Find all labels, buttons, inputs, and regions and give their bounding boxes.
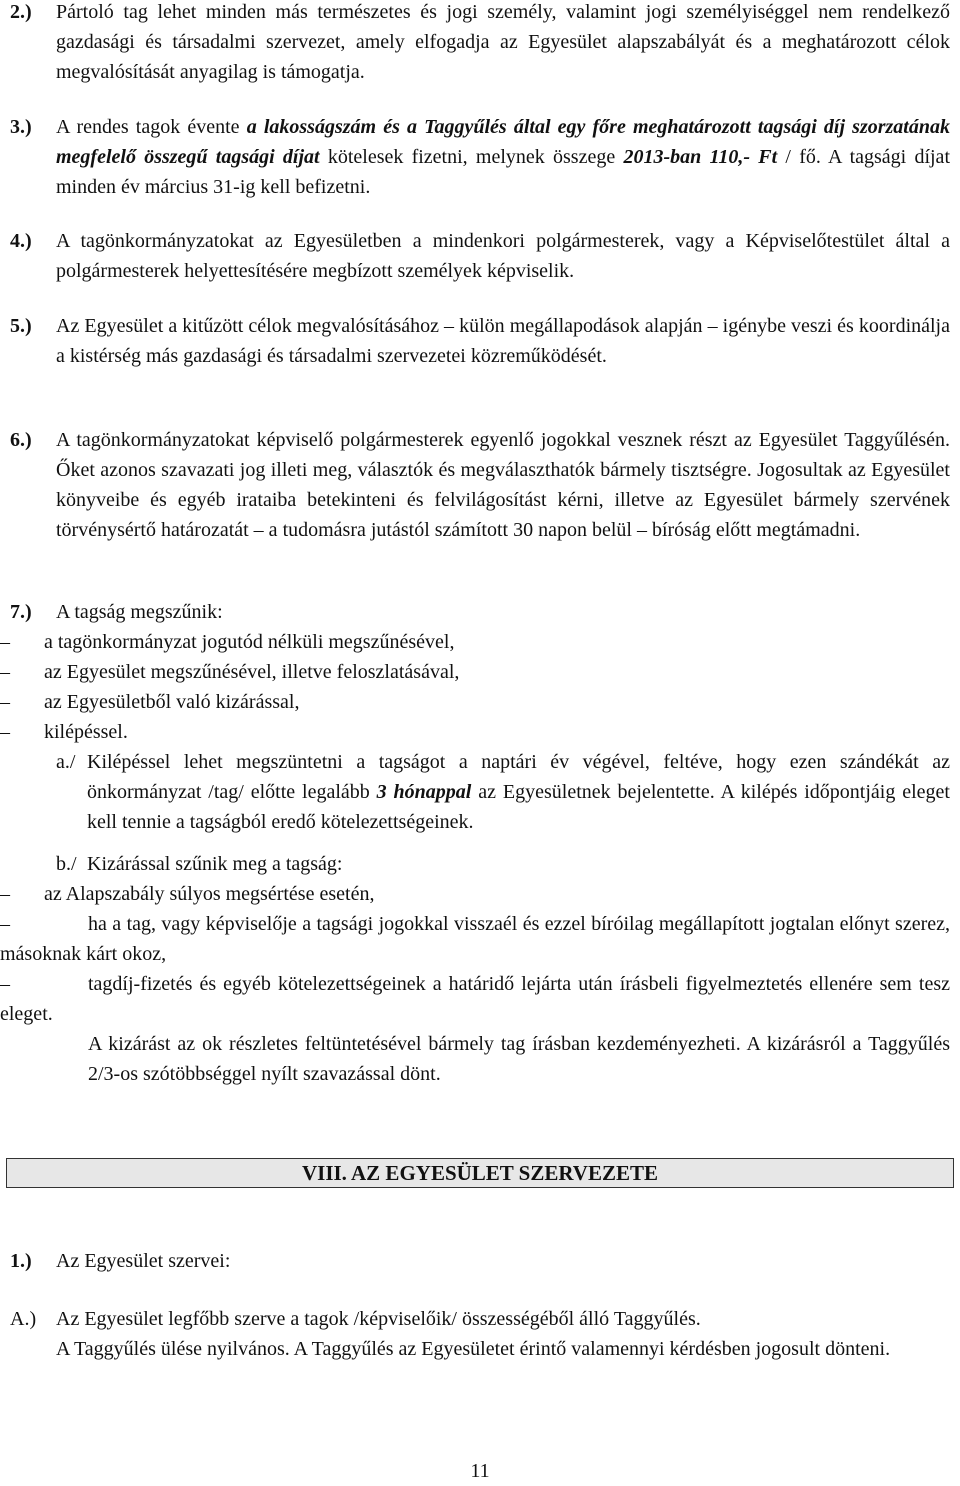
section-intro: A tagság megszűnik: [56,601,223,623]
dash-bullet: – [0,721,10,743]
section-4 [10,226,950,286]
list-item-text: az Egyesületből való kizárással, [44,691,300,713]
section-text: A Taggyűlés ülése nyilvános. A Taggyűlés az Egyesületet érintő valamennyi kérdésben jogosult dönteni. [56,1338,891,1360]
dash-bullet: – [0,661,10,683]
dash-bullet: – [0,691,10,713]
section-text [56,112,950,202]
dash-bullet: – [0,913,10,935]
subsection-label: b./ [56,853,77,875]
list-item-text: kilépéssel. [44,721,128,743]
section-text: Az Egyesület legfőbb szerve a tagok /képviselőik/ összességéből álló Taggyűlés. [56,1308,701,1330]
section-number: 3.) [10,116,32,138]
dash-bullet: – [0,973,10,995]
text-run: Kilépéssel lehet megszüntetni a tagságot a naptári év végével, feltéve, hogy ezen szándékát az önkormányzat /tag/ előtte legalább [87,751,950,803]
section-text: Az Egyesület a kitűzött célok megvalósításához – külön megállapodások alapján – igénybe veszi és koordinálja a kistérség más gazdasági és társadalmi szervezetei közreműködését. [56,315,950,367]
subsection-b [56,849,950,879]
emphasized-amount: 2013-ban 110,- Ft [623,146,778,168]
list-item [0,969,950,1029]
section-3 [10,112,950,202]
text-run: A rendes tagok évente [56,116,247,138]
subsection-text [87,747,950,837]
emphasized-text: 3 hónappal [376,781,472,803]
dash-bullet: – [0,883,10,905]
section-text: Pártoló tag lehet minden más természetes és jogi személy, valamint jogi személyiséggel nem rendelkező gazdasági és társadalmi szervezet, amely elfogadja az Egyesület alapszabályát és a meghatározott célok megvalósítását anyagilag is támogatja. [56,1,950,83]
subsection-a [56,747,950,837]
list-item [0,909,950,969]
section-text: A tagönkormányzatokat képviselő polgármesterek egyenlő jogokkal vesznek részt az Egyesület Taggyűlésén. Őket azonos szavazati jog illeti meg, választók és megválaszthatók bármely tisztségre. Jogosultak az Egyesület könyveibe és egyéb irataiba betekinteni és felvilágosítást kérni, illetve az Egyesület bármely szervének törvénysértő határozatát – a tudomásra jutástól számított 30 napon belül – bíróság előtt megtámadni. [56,429,950,541]
section-text: Az Egyesület szervei: [56,1250,231,1272]
section-2 [10,0,950,87]
org-section-a [10,1304,950,1364]
list-item-text: tagdíj-fizetés és egyéb kötelezettségeinek a határidő lejárta után írásbeli figyelmeztetés ellenére sem tesz eleget. [0,973,950,1025]
section-number: 1.) [10,1250,32,1272]
section-5 [10,311,950,371]
chapter-heading: VIII. AZ EGYESÜLET SZERVEZETE [6,1158,954,1188]
section-number: 4.) [10,230,32,252]
dash-bullet: – [0,631,10,653]
list-item-text: a tagönkormányzat jogutód nélküli megszűnésével, [44,631,455,653]
section-number: A.) [10,1308,37,1330]
text-run: kötelesek fizetni, melynek összege [319,146,624,168]
list-item-text: ha a tag, vagy képviselője a tagsági jogokkal visszaél és ezzel bíróilag megállapított jogtalan előnyt szerez, másoknak kárt okoz, [0,913,950,965]
text-run: az Egyesületnek bejelentette. A kilépés időpontjáig eleget kell tennie a tagságból eredő kötelezettségeinek. [87,781,950,833]
list-item-text: az Alapszabály súlyos megsértése esetén, [44,883,375,905]
list-item [0,687,950,717]
section-6 [10,425,950,545]
section-text: A tagönkormányzatokat az Egyesületben a mindenkori polgármesterek, vagy a Képviselőtestület által a polgármesterek helyettesítésére megbízott személyek képviselik. [56,230,950,282]
closing-text: A kizárást az ok részletes feltüntetésével bármely tag írásban kezdeményezheti. A kizárásról a Taggyűlés 2/3-os szótöbbséggel nyílt szavazással dönt. [88,1033,950,1085]
termination-list [0,627,950,747]
expulsion-list [0,879,950,1089]
section-number: 7.) [10,601,32,623]
subsection-intro: Kizárással szűnik meg a tagság: [87,853,343,875]
text-run: / fő. A tagsági díjat minden év március 31-ig kell befizetni. [56,146,950,198]
org-section-1 [10,1246,950,1276]
list-item-text: az Egyesület megszűnésével, illetve feloszlatásával, [44,661,460,683]
section-number: 2.) [10,1,32,23]
section-number: 6.) [10,429,32,451]
section-number: 5.) [10,315,32,337]
page-number: 11 [470,1460,490,1482]
section-body [56,597,950,627]
emphasized-text: a lakosságszám és a Taggyűlés által egy főre meghatározott tagsági díj szorzatának megfelelő összegű tagsági díjat [56,116,950,168]
subsection-label: a./ [56,751,76,773]
list-item [0,717,950,747]
list-item [0,657,950,687]
section-7 [0,597,950,1089]
list-item [0,879,950,909]
list-item [0,627,950,657]
